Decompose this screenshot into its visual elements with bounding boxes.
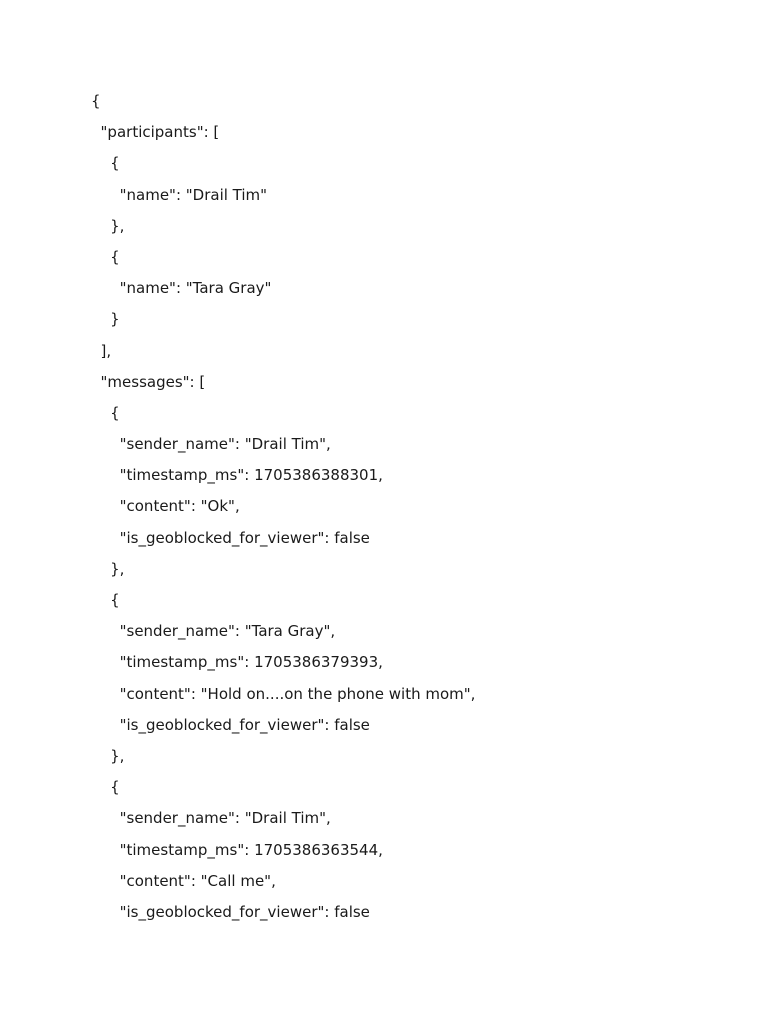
json-line: }, xyxy=(91,746,125,765)
json-line-open-brace: { xyxy=(91,92,101,110)
json-line: }, xyxy=(91,559,125,578)
json-line-geoblocked: "is_geoblocked_for_viewer": false xyxy=(91,715,370,734)
json-line-content: "content": "Call me", xyxy=(91,871,276,890)
json-line: { xyxy=(91,403,120,422)
json-line-geoblocked: "is_geoblocked_for_viewer": false xyxy=(91,902,370,921)
json-line-participants-key: "participants": [ xyxy=(91,123,220,142)
json-line: { xyxy=(91,591,120,609)
json-text-block xyxy=(91,86,475,928)
json-line: { xyxy=(91,154,120,173)
json-line-timestamp: "timestamp_ms": 1705386388301, xyxy=(91,466,383,485)
json-line-sender-name: "sender_name": "Tara Gray", xyxy=(91,622,336,641)
json-line-content: "content": "Ok", xyxy=(91,497,240,516)
json-line: ], xyxy=(91,341,112,360)
json-line-participant-name: "name": "Tara Gray" xyxy=(91,279,272,298)
json-line-content: "content": "Hold on....on the phone with mom", xyxy=(91,684,476,703)
json-line-timestamp: "timestamp_ms": 1705386363544, xyxy=(91,840,383,859)
json-line-geoblocked: "is_geoblocked_for_viewer": false xyxy=(91,528,370,547)
json-line: }, xyxy=(91,216,125,235)
json-line-sender-name: "sender_name": "Drail Tim", xyxy=(91,809,331,828)
json-line-messages-key: "messages": [ xyxy=(91,372,206,391)
json-line-participant-name: "name": "Drail Tim" xyxy=(91,185,268,204)
json-line: { xyxy=(91,778,120,797)
json-line-timestamp: "timestamp_ms": 1705386379393, xyxy=(91,653,383,672)
json-line: } xyxy=(91,310,120,329)
json-line: { xyxy=(91,247,120,266)
json-line-sender-name: "sender_name": "Drail Tim", xyxy=(91,435,331,454)
